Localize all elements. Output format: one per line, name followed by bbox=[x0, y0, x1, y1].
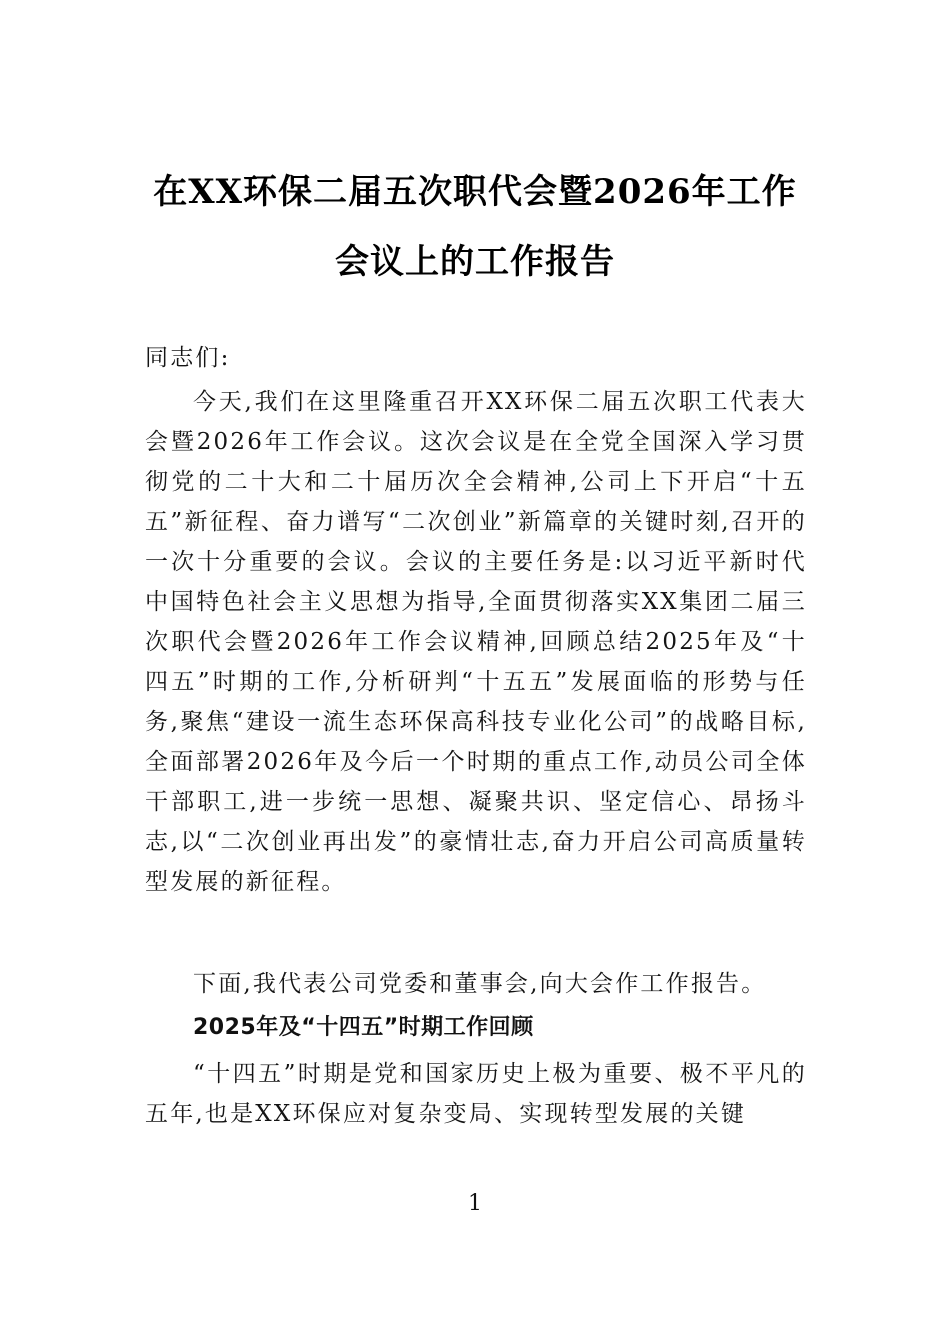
report-intro-paragraph: 下面,我代表公司党委和董事会,向大会作工作报告。 bbox=[193, 971, 767, 997]
page-number: 1 bbox=[468, 1191, 482, 1216]
opening-paragraph: 今天,我们在这里隆重召开XX环保二届五次职工代表大会暨2026年工作会议。这次会议是在全党全国深入学习贯彻党的二十大和二十届历次全会精神,公司上下开启“十五五”新征程、奋力谱写“二次创业”新篇章的关键时刻,召开的一次十分重要的会议。会议的主要任务是:以习近平新时代中国特色社会主义思想为指导,全面贯彻落实XX集团二届三次职代会暨2026年工作会议精神,回顾总结2025年及“十四五”时期的工作,分析研判“十五五”发展面临的形势与任务,聚焦“建设一流生态环保高科技专业化公司”的战略目标,全面部署2026年及今后一个时期的重点工作,动员公司全体干部职工,进一步统一思想、凝聚共识、坚定信心、昂扬斗志,以“二次创业再出发”的豪情壮志,奋力开启公司高质量转型发展的新征程。 bbox=[145, 389, 807, 895]
review-paragraph: “十四五”时期是党和国家历史上极为重要、极不平凡的五年,也是XX环保应对复杂变局、实现转型发展的关键 bbox=[145, 1061, 807, 1127]
report-title-line-2: 会议上的工作报告 bbox=[335, 242, 615, 282]
greeting: 同志们: bbox=[145, 345, 231, 371]
section-heading: 2025年及“十四五”时期工作回顾 bbox=[193, 1015, 534, 1040]
report-title-line-1: 在XX环保二届五次职代会暨2026年工作 bbox=[153, 172, 797, 212]
